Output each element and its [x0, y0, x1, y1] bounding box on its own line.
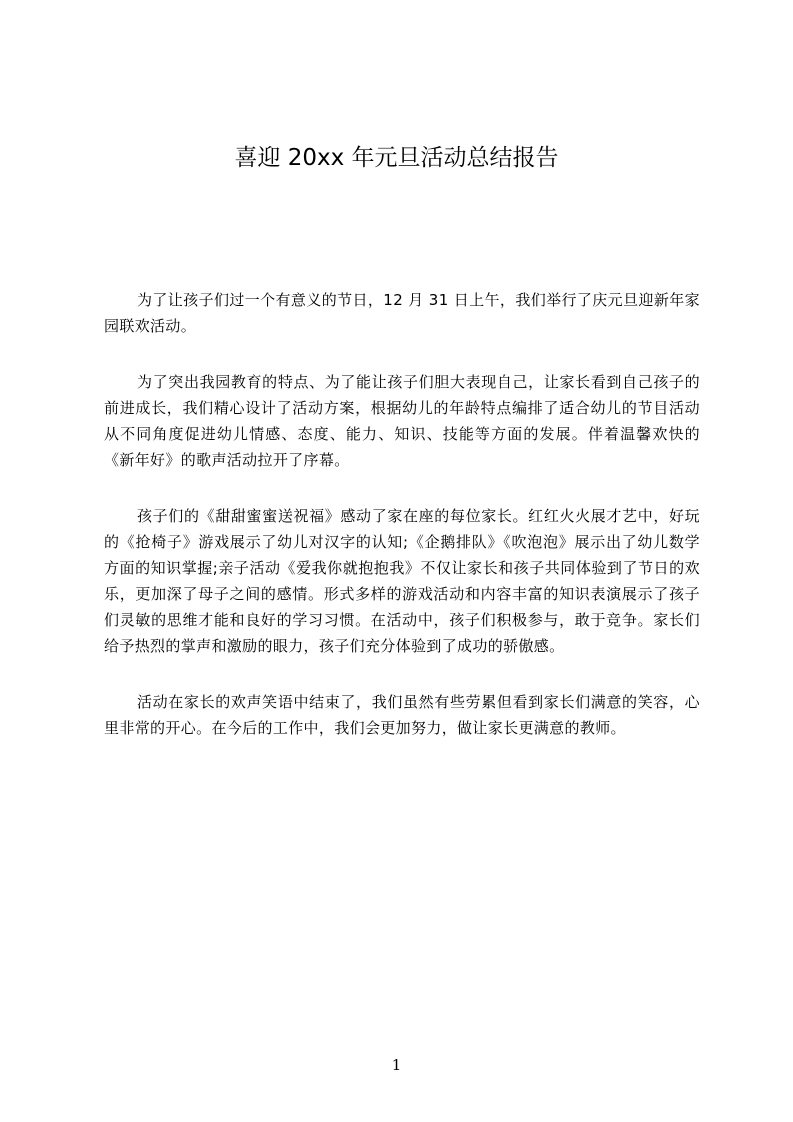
document-title: 喜迎 20xx 年元旦活动总结报告	[234, 145, 559, 171]
page-number: 1	[391, 1056, 402, 1074]
paragraph-3: 孩子们的《甜甜蜜蜜送祝福》感动了家在座的每位家长。红红火火展才艺中，好玩的《抢椅子》游戏展示了幼儿对汉字的认知;《企鹅排队》《吹泡泡》展示出了幼儿数学方面的知识掌握;亲子活动《爱我你就抱抱我》不仅让家长和孩子共同体验到了节日的欢乐，更加深了母子之间的感情。形式多样的游戏活动和内容丰富的知识表演展示了孩子们灵敏的思维才能和良好的学习习惯。在活动中，孩子们积极参与，敢于竞争。家长们给予热烈的掌声和激励的眼力，孩子们充分体验到了成功的骄傲感。	[104, 507, 700, 655]
paragraph-2: 为了突出我园教育的特点、为了能让孩子们胆大表现自己，让家长看到自己孩子的前进成长，我们精心设计了活动方案，根据幼儿的年龄特点编排了适合幼儿的节目活动从不同角度促进幼儿情感、态度、能力、知识、技能等方面的发展。伴着温馨欢快的《新年好》的歌声活动拉开了序幕。	[104, 373, 700, 469]
paragraph-4: 活动在家长的欢声笑语中结束了，我们虽然有些劳累但看到家长们满意的笑容，心里非常的开心。在今后的工作中，我们会更加努力，做让家长更满意的教师。	[104, 693, 700, 737]
paragraph-1: 为了让孩子们过一个有意义的节日，12 月 31 日上午，我们举行了庆元旦迎新年家园联欢活动。	[104, 291, 700, 335]
document-body	[104, 287, 700, 771]
